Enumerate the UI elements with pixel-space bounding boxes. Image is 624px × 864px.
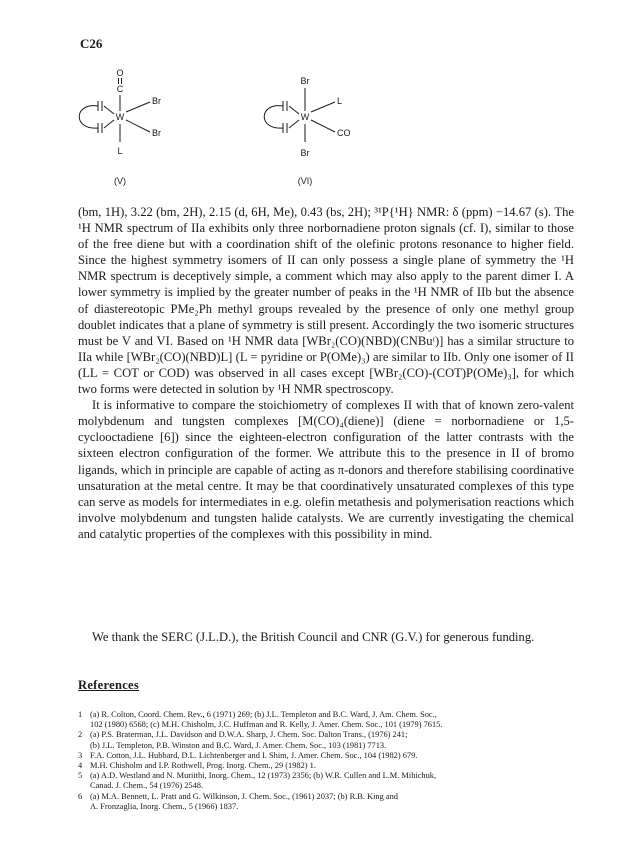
structure-v-oxygen: O (116, 68, 124, 78)
body-text (78, 204, 574, 542)
reference-line: M.H. Chisholm and I.P. Rothwell, Prog. Inorg. Chem., 29 (1982) 1. (90, 761, 316, 771)
reference-entry (78, 792, 578, 812)
reference-number: 6 (78, 791, 83, 801)
structure-v-metal: W (115, 112, 125, 122)
page-number: C26 (80, 36, 103, 51)
reference-line: F.A. Cotton, J.L. Hubbard, D.L. Lichtenberger and I. Shim, J. Amer. Chem. Soc., 104 (1982) 679. (90, 750, 418, 760)
structure-vi-label: (VI) (297, 176, 313, 186)
reference-number: 3 (78, 750, 83, 760)
reference-entry (78, 761, 578, 771)
body-paragraph-1: (bm, 1H), 3.22 (bm, 2H), 2.15 (d, 6H, Me), 0.43 (bs, 2H); ³¹P{¹H} NMR: δ (ppm) −14.67 (s). The ¹H NMR spectrum of IIa exhibits only three norbornadiene proton signals (cf. I), similar to those of the free diene but with a coordination shift of the olefinic protons resonance to higher field. Since the highest symmetry isomers of II can only possess a single plane of symmetry the ¹H NMR spectrum is deceptively simple, a comment which may also apply to the parent dimer I. A lower symmetry is implied by the greater number of peaks in the ¹H NMR of IIb but the absence of diastereotopic PMe₂Ph methyl groups revealed by the presence of only one methyl group doublet indicates that a plane of symmetry is still present. Accordingly the two isomeric structures must be V and VI. Based on ¹H NMR data [WBr₂(CO)(NBD)(CNBuᵗ)] has a similar structure to IIa while [WBr₂(CO)(NBD)L] (L = pyridine or P(OMe)₃) are similar to IIb. Only one isomer of II (LL = COT or COD) was observed in all cases except [WBr₂(CO)-(COT)P(OMe)₃], for which two forms were detected in solution by ¹H NMR spectroscopy. (78, 205, 574, 397)
structure-v-bottom-ligand: L (117, 146, 123, 156)
reference-entry (78, 730, 578, 750)
reference-entry (78, 710, 578, 730)
reference-line: A. Fronzaglia, Inorg. Chem., 5 (1966) 1837. (90, 801, 239, 811)
reference-line: (a) R. Colton, Coord. Chem. Rev., 6 (1971) 269; (b) J.L. Templeton and B.C. Ward, J. Am. Chem. Soc., (90, 710, 437, 719)
reference-number: 4 (78, 761, 83, 771)
reference-line: (a) A.D. Westland and N. Muriithi, Inorg. Chem., 12 (1973) 2356; (b) W.R. Cullen and L.M. Mihichuk, (90, 771, 437, 781)
structure-v-label: (V) (114, 176, 126, 186)
body-paragraph-2: It is informative to compare the stoichiometry of complexes II with that of known zero-valent molybdenum and tungsten complexes [M(CO)₄(diene)] (diene = norbornadiene or 1,5-cyclooctadiene [6]) since the eighteen-electron configuration of the latter contrasts with the sixteen electron configuration of the former. We attribute this to the presence in II of bromo ligands, which in principle are capable of acting as π-donors and therefore stabilising coordinative unsaturation at the metal centre. It may be that coordinatively unsaturated complexes of this type can serve as models for intermediates in e.g. olefin metathesis and polymerisation reactions which involve molybdenum and tungsten halide catalysts. We are currently investigating the chemical and catalytic properties of the complexes with this possibility in mind. (78, 398, 574, 541)
references-list (78, 710, 578, 812)
structure-v (79, 68, 161, 186)
reference-entry (78, 771, 578, 791)
structure-v-bromo-1: Br (152, 96, 161, 106)
structure-v-bromo-2: Br (152, 128, 161, 138)
structure-vi-ligand-l: L (337, 96, 343, 106)
reference-entry (78, 751, 578, 761)
reference-line: (a) M.A. Bennett, L. Pratt and G. Wilkinson, J. Chem. Soc., (1961) 2037; (b) R.B. King and (90, 791, 398, 801)
reference-number: 5 (78, 771, 83, 781)
structure-vi-bottom-bromo: Br (300, 148, 310, 158)
chemical-structures-figure (60, 64, 380, 199)
reference-line: Canad. J. Chem., 54 (1976) 2548. (90, 781, 204, 791)
structure-vi-top-bromo: Br (300, 76, 310, 86)
reference-number: 2 (78, 730, 83, 740)
structure-vi-carbonyl: CO (337, 128, 351, 138)
reference-line: (b) J.L. Templeton, P.B. Winston and B.C. Ward, J. Amer. Chem. Soc., 103 (1981) 7713. (90, 740, 387, 750)
structure-v-carbon: C (116, 84, 124, 94)
reference-line: (a) P.S. Braterman, J.L. Davidson and D.W.A. Sharp, J. Chem. Soc. Dalton Trans., (1976) 241; (90, 730, 408, 740)
reference-number: 1 (78, 710, 83, 719)
structure-vi (264, 76, 350, 186)
structures-svg (60, 64, 380, 199)
references-heading: References (78, 678, 140, 692)
structure-vi-metal: W (300, 112, 310, 122)
acknowledgement: We thank the SERC (J.L.D.), the British Council and CNR (G.V.) for generous funding. (92, 630, 535, 644)
reference-line: 102 (1980) 6568; (c) M.H. Chisholm, J.C. Huffman and R. Kelly, J. Amer. Chem. Soc., 101 (1979) 7615. (90, 720, 443, 730)
